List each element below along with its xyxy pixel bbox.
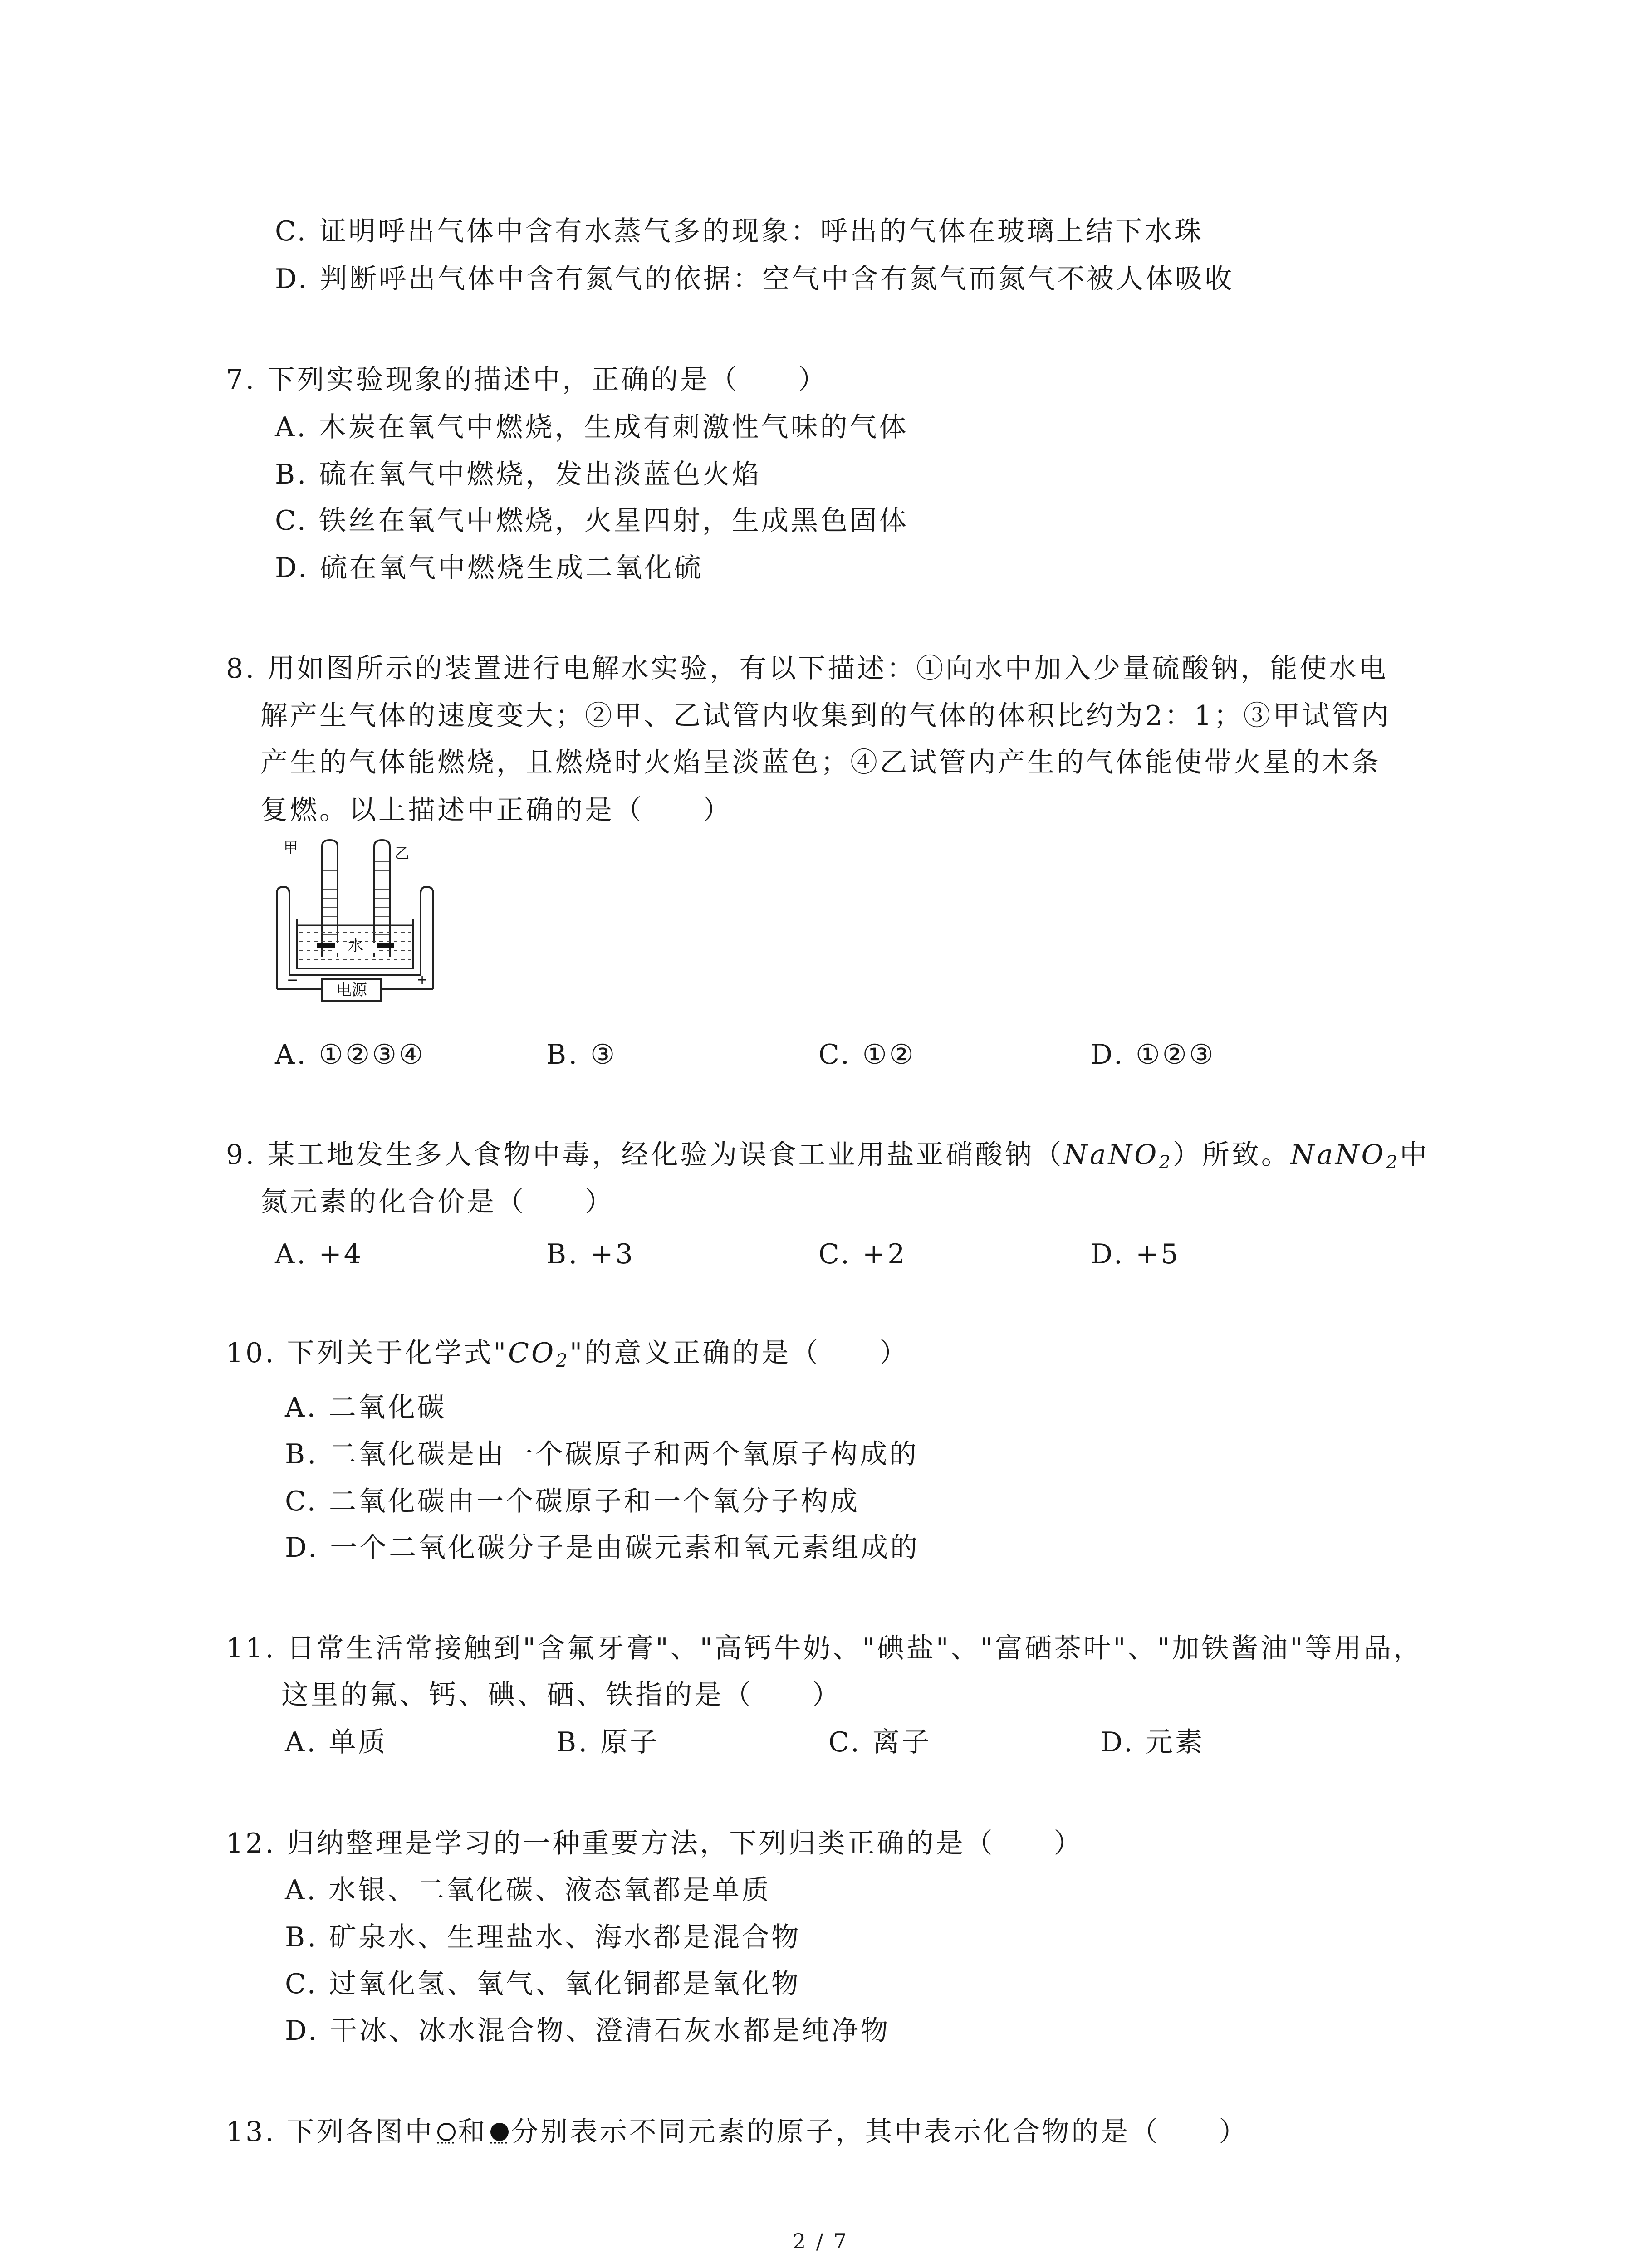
q9-option-b: B. +3 xyxy=(546,1238,635,1270)
tube-yi-label: 乙 xyxy=(395,845,410,862)
q8-stem-line-3: 产生的气体能燃烧，且燃烧时火焰呈淡蓝色；④乙试管内产生的气体能使带火星的木条 xyxy=(260,747,1381,778)
water-label: 水 xyxy=(348,937,363,955)
q7-stem: 7. 下列实验现象的描述中，正确的是（ ） xyxy=(226,364,828,396)
q6-option-c: C. 证明呼出气体中含有水蒸气多的现象：呼出的气体在玻璃上结下水珠 xyxy=(275,215,1204,247)
q8-stem-line-4: 复燃。以上描述中正确的是（ ） xyxy=(260,794,732,826)
q8-option-a: A. ①②③④ xyxy=(275,1039,426,1070)
q9-stem-line-2: 氮元素的化合价是（ ） xyxy=(260,1186,614,1218)
minus-terminal-label: − xyxy=(287,972,299,988)
q12-option-d: D. 干冰、冰水混合物、澄清石灰水都是纯净物 xyxy=(285,2015,891,2047)
power-supply-label: 电源 xyxy=(336,981,367,999)
q11-options xyxy=(285,1724,1510,1760)
q11-stem-line-2: 这里的氟、钙、碘、硒、铁指的是（ ） xyxy=(281,1679,842,1711)
q11-option-b: B. 原子 xyxy=(556,1726,660,1758)
q7-option-d: D. 硫在氧气中燃烧生成二氧化硫 xyxy=(275,552,704,584)
q9-option-d: D. +5 xyxy=(1091,1238,1181,1270)
q10-option-c: C. 二氧化碳由一个碳原子和一个氧分子构成 xyxy=(285,1486,860,1517)
q8-option-d: D. ①②③ xyxy=(1091,1039,1216,1070)
q9-stem-line-1: 9. 某工地发生多人食物中毒，经化验为误食工业用盐亚硝酸钠（NaNO$_2$）所致。NaNO$_2$中 xyxy=(226,1139,1430,1173)
q8-stem-line-2: 解产生气体的速度变大；②甲、乙试管内收集到的气体的体积比约为2：1；③甲试管内 xyxy=(260,700,1391,732)
q10-option-d: D. 一个二氧化碳分子是由碳元素和氧元素组成的 xyxy=(285,1532,920,1564)
q8-option-b: B. ③ xyxy=(546,1039,617,1070)
q11-option-d: D. 元素 xyxy=(1101,1726,1205,1758)
q8-stem-line-1: 8. 用如图所示的装置进行电解水实验，有以下描述：①向水中加入少量硫酸钠，能使水电 xyxy=(226,653,1388,684)
q7-option-a: A. 木炭在氧气中燃烧，生成有刺激性气味的气体 xyxy=(275,411,909,443)
q8-options xyxy=(275,1036,1500,1073)
q9-option-a: A. +4 xyxy=(275,1238,363,1270)
solid-atom-icon xyxy=(488,2117,511,2141)
tube-jia-label: 甲 xyxy=(284,839,299,856)
q6-option-d: D. 判断呼出气体中含有氮气的依据：空气中含有氮气而氮气不被人体吸收 xyxy=(275,263,1234,295)
q12-option-b: B. 矿泉水、生理盐水、海水都是混合物 xyxy=(285,1921,801,1953)
q12-stem: 12. 归纳整理是学习的一种重要方法，下列归类正确的是（ ） xyxy=(226,1828,1083,1859)
q8-option-c: C. ①② xyxy=(818,1039,916,1070)
q10-option-a: A. 二氧化碳 xyxy=(285,1392,447,1423)
q10-option-b: B. 二氧化碳是由一个碳原子和两个氧原子构成的 xyxy=(285,1438,919,1470)
q7-option-c: C. 铁丝在氧气中燃烧，火星四射，生成黑色固体 xyxy=(275,505,909,537)
plus-terminal-label: + xyxy=(416,972,428,988)
q10-stem: 10. 下列关于化学式"$CO_2$"的意义正确的是（ ） xyxy=(226,1337,909,1371)
q9-options xyxy=(275,1236,1500,1272)
q12-option-a: A. 水银、二氧化碳、液态氧都是单质 xyxy=(285,1874,771,1906)
page-number: 2 / 7 xyxy=(792,2229,849,2253)
q13-stem: 13. 下列各图中 和 分别表示不同元素的原子，其中表示化合物的是（ ） xyxy=(226,2116,1249,2148)
q9-option-c: C. +2 xyxy=(818,1238,907,1270)
q11-option-c: C. 离子 xyxy=(828,1726,931,1758)
q11-stem-line-1: 11. 日常生活常接触到"含氟牙膏"、"高钙牛奶、"碘盐"、"富硒茶叶"、"加铁酱油"等用品， xyxy=(226,1633,1423,1664)
electrolysis-diagram xyxy=(263,835,454,1039)
q7-option-b: B. 硫在氧气中燃烧，发出淡蓝色火焰 xyxy=(275,459,762,490)
hollow-atom-icon xyxy=(435,2117,458,2141)
q12-option-c: C. 过氧化氢、氧气、氧化铜都是氧化物 xyxy=(285,1968,801,2000)
q11-option-a: A. 单质 xyxy=(285,1726,388,1758)
